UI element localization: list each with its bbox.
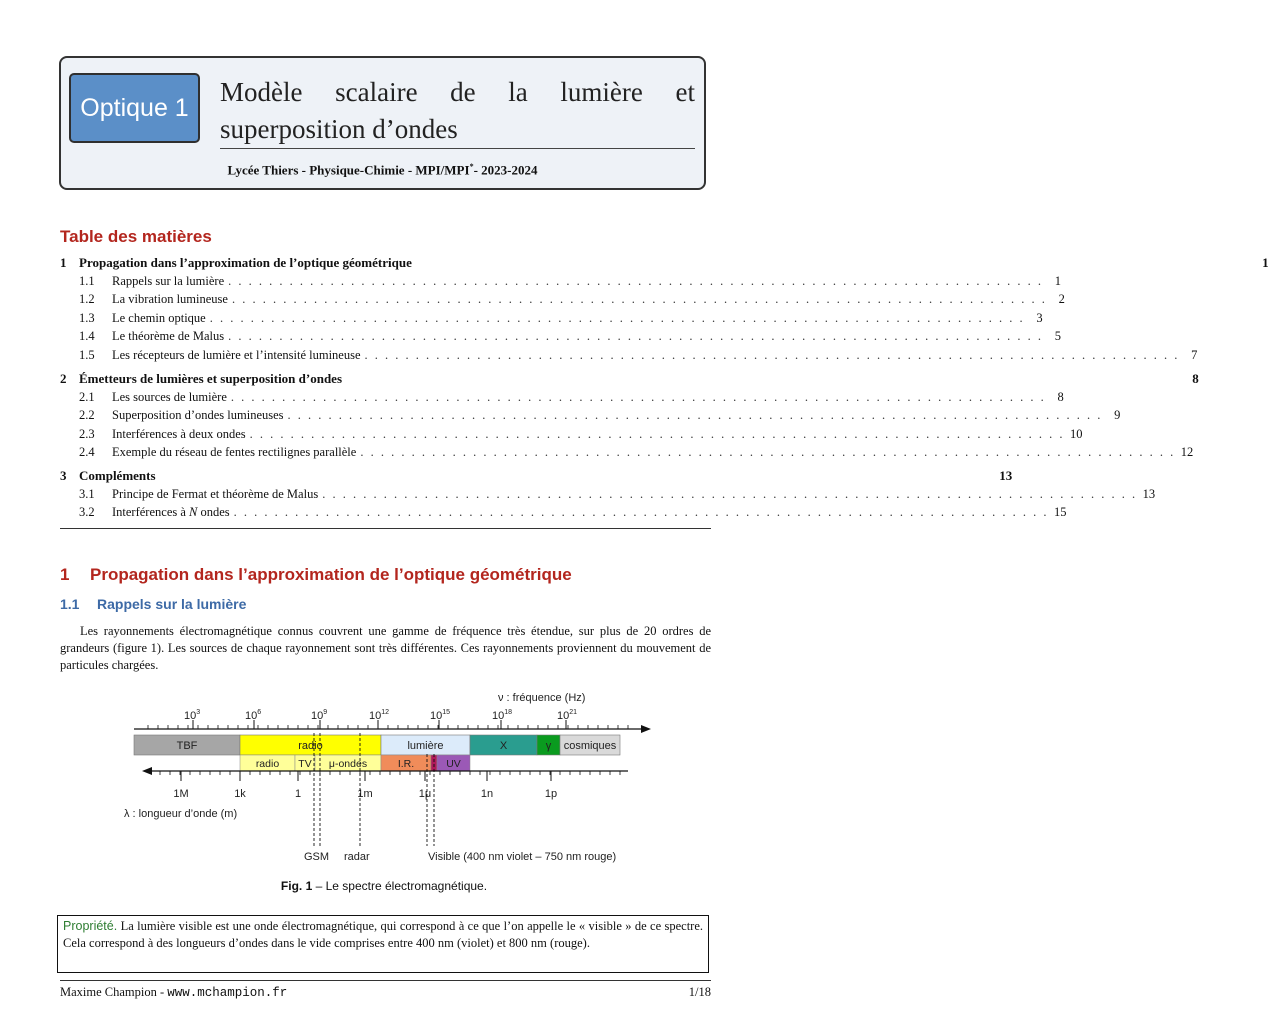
- toc-title: Table des matières: [60, 227, 212, 246]
- spectrum-band-label: γ: [545, 740, 552, 752]
- toc-entry-page: 2: [1058, 292, 1065, 306]
- spectrum-subband: [431, 755, 437, 771]
- toc-leader-dots: . . . . . . . . . . . . . . . . . . . . . . . . . . . . . . . . . . . . . . . . . . . . . . . . . . . . . . . . . . . . . . . . . . . . . . . . . . . . . . . .: [360, 445, 1176, 459]
- toc-subsection-entry[interactable]: [60, 348, 1198, 366]
- toc-entry-number: 2: [60, 371, 67, 386]
- property-box: [57, 915, 709, 973]
- page-number: 1/18: [688, 985, 711, 999]
- frequency-tick-label: $10^{12}$: [369, 709, 390, 722]
- footer-author: [60, 985, 287, 1000]
- spectrum-band-label: X: [499, 740, 508, 752]
- section-title: Propagation dans l’approximation de l’optique géométrique: [90, 565, 572, 584]
- toc-entry-number: 3.1: [79, 487, 95, 501]
- body-paragraph: Les rayonnements électromagnétique connus couvrent une gamme de fréquence très étendue, sur plus de 20 ordres de grandeurs (figure 1). Les sources de chaque rayonnement sont très différentes. Ces rayonnements proviennent du mouvement de particules chargées.: [60, 624, 711, 672]
- wavelength-tick-label: 1n: [480, 788, 494, 800]
- toc-subsection-entry[interactable]: [60, 292, 1065, 310]
- toc-subsection-entry[interactable]: [60, 274, 1061, 292]
- toc-entry-number: 1.2: [79, 292, 95, 306]
- toc-leader-dots: . . . . . . . . . . . . . . . . . . . . . . . . . . . . . . . . . . . . . . . . . . . . . . . . . . . . . . . . . . . . . . . . . . . . . . . . . . . . . . . .: [364, 348, 1180, 362]
- marker-label: GSM: [304, 851, 330, 863]
- title-word: et: [675, 77, 695, 107]
- spectrum-subband-label: UV: [446, 758, 461, 770]
- toc-entry-text: Rappels sur la lumière: [112, 274, 225, 288]
- toc-leader-dots: . . . . . . . . . . . . . . . . . . . . . . . . . . . . . . . . . . . . . . . . . . . . . . . . . . . . . . . . . . . . . . . . . . . . . . . . . . . . . . . .: [249, 427, 1065, 441]
- title-word: lumière: [560, 77, 643, 107]
- wavelength-tick-label: 1: [294, 788, 302, 800]
- toc-entry-page: 12: [1180, 445, 1194, 459]
- wavelength-tick-label: 1p: [544, 788, 558, 800]
- frequency-axis-label: ν : fréquence (Hz): [498, 692, 586, 704]
- frequency-tick-label: $10^{21}$: [557, 709, 578, 722]
- toc-entry-number: 1: [60, 255, 67, 270]
- toc-entry-text: La vibration lumineuse: [112, 292, 228, 306]
- toc-divider: [60, 528, 711, 529]
- wavelength-axis-label: λ : longueur d’onde (m): [124, 808, 238, 820]
- toc-leader-dots: . . . . . . . . . . . . . . . . . . . . . . . . . . . . . . . . . . . . . . . . . . . . . . . . . . . . . . . . . . . . . . . . . . . . . . . . . . . . . . . .: [209, 311, 1025, 325]
- toc-subsection-entry[interactable]: [60, 487, 1156, 505]
- subsection-number: 1.1: [60, 596, 80, 612]
- toc-leader-dots: . . . . . . . . . . . . . . . . . . . . . . . . . . . . . . . . . . . . . . . . . . . . . . . . . . . . . . . . . . . . . . . . . . . . . . . . . . . . . . . .: [228, 274, 1043, 288]
- wavelength-tick-label: 1M: [173, 788, 189, 800]
- property-label: Propriété.: [63, 919, 118, 933]
- spectrum-band-label: radio: [298, 740, 323, 752]
- frequency-arrow-icon: [641, 725, 651, 733]
- toc-entry-page: 10: [1070, 427, 1083, 441]
- wavelength-tick-label: 1μ: [418, 788, 432, 800]
- toc-subsection-entry[interactable]: [60, 329, 1061, 347]
- title-line-2: superposition d’ondes: [220, 114, 458, 144]
- spectrum-subband-label: I.R.: [397, 758, 415, 770]
- subsection-heading: [60, 596, 246, 612]
- wavelength-tick-label: 1m: [357, 788, 373, 800]
- spectrum-band-label: lumière: [407, 740, 444, 752]
- spectrum-figure: [120, 684, 660, 864]
- toc-subsection-entry[interactable]: [60, 445, 1194, 463]
- frequency-tick-label: $10^6$: [245, 709, 262, 722]
- author-name: Maxime Champion -: [60, 985, 168, 999]
- frequency-tick-label: $10^9$: [311, 709, 328, 722]
- toc-subsection-entry[interactable]: [60, 408, 1121, 426]
- toc-entry-number: 2.4: [79, 445, 95, 459]
- marker-label: radar: [344, 851, 370, 863]
- caption-text: – Le spectre électromagnétique.: [315, 879, 488, 893]
- toc-entry-page: 13: [1142, 487, 1156, 501]
- toc-entry-page: 5: [1054, 329, 1061, 343]
- toc-section-entry[interactable]: [60, 371, 1199, 389]
- title-word: la: [508, 77, 528, 107]
- toc-entry-text: Les sources de lumière: [112, 390, 227, 404]
- title-divider: [220, 148, 695, 149]
- toc-entry-page: 7: [1191, 348, 1198, 362]
- section-number: 1: [60, 565, 70, 584]
- toc-entry-text: Interférences à N ondes: [112, 505, 230, 519]
- spectrum-subband-label: TV: [298, 758, 312, 770]
- property-text: La lumière visible est une onde électromagnétique, qui correspond à ce que l’on appelle le « visible » de ce spectre. Cela correspond à des longueurs d’ondes dans le vide comprises entre 400 nm (violet) et 800 nm (rouge).: [63, 919, 704, 950]
- toc-entry-number: 1.4: [79, 329, 95, 343]
- toc-entry-text: Les récepteurs de lumière et l’intensité lumineuse: [112, 348, 361, 362]
- spectrum-diagram: [120, 684, 660, 864]
- toc-entry-page: 9: [1114, 408, 1121, 422]
- frequency-tick-label: $10^{18}$: [492, 709, 513, 722]
- toc-entry-text: Le théorème de Malus: [112, 329, 225, 343]
- toc-entry-page: 3: [1036, 311, 1043, 325]
- toc-leader-dots: . . . . . . . . . . . . . . . . . . . . . . . . . . . . . . . . . . . . . . . . . . . . . . . . . . . . . . . . . . . . . . . . . . . . . . . . . . . . . . . .: [228, 329, 1043, 343]
- toc-entry-page: 1: [1054, 274, 1061, 288]
- toc-entry-number: 3: [60, 468, 67, 483]
- wavelength-tick-label: 1k: [234, 788, 246, 800]
- marker-label: Visible (400 nm violet – 750 nm rouge): [428, 851, 617, 863]
- toc-section-entry[interactable]: [60, 255, 1269, 273]
- spectrum-subband-label: radio: [255, 758, 280, 770]
- toc-entry-number: 2.1: [79, 390, 95, 404]
- toc-entry-number: 1.3: [79, 311, 95, 325]
- title-word: Modèle: [220, 77, 303, 107]
- spectrum-subband-label: μ-ondes: [328, 758, 368, 770]
- title-line-1: [220, 74, 695, 111]
- toc-leader-dots: . . . . . . . . . . . . . . . . . . . . . . . . . . . . . . . . . . . . . . . . . . . . . . . . . . . . . . . . . . . . . . . . . . . . . . . . . . . . . . . .: [231, 292, 1047, 306]
- subtitle-year: - 2023-2024: [473, 162, 538, 178]
- toc-leader-dots: . . . . . . . . . . . . . . . . . . . . . . . . . . . . . . . . . . . . . . . . . . . . . . . . . . . . . . . . . . . . . . . . . . . . . . . . . . . . . . . .: [230, 390, 1046, 404]
- course-subtitle: [61, 162, 704, 178]
- toc-subsection-entry[interactable]: [60, 505, 1067, 523]
- toc-entry-text: Superposition d’ondes lumineuses: [112, 408, 284, 422]
- toc-entry-number: 3.2: [79, 505, 95, 519]
- toc-entry-text: Exemple du réseau de fentes rectilignes parallèle: [112, 445, 357, 459]
- toc-entry-text: Le chemin optique: [112, 311, 206, 325]
- toc-entry-text: Compléments: [79, 468, 156, 483]
- toc-subsection-entry[interactable]: [60, 390, 1064, 408]
- toc-entry-number: 2.3: [79, 427, 95, 441]
- toc-section-entry[interactable]: [60, 468, 1013, 486]
- spectrum-band-label: cosmiques: [563, 740, 617, 752]
- chapter-tag: Optique 1: [69, 73, 200, 143]
- footer-divider: [60, 980, 711, 981]
- toc-entry-text: Émetteurs de lumières et superposition d’ondes: [79, 371, 343, 386]
- toc-entry-page: 1: [1262, 255, 1269, 270]
- toc-subsection-entry[interactable]: [60, 427, 1083, 445]
- frequency-tick-label: $10^3$: [184, 709, 201, 722]
- subtitle-sup: *: [469, 162, 474, 171]
- toc-entry-page: 8: [1057, 390, 1064, 404]
- title-word: scalaire: [335, 77, 418, 107]
- title-word: de: [450, 77, 476, 107]
- toc-entry-text: Principe de Fermat et théorème de Malus: [112, 487, 319, 501]
- toc-entry-number: 1.1: [79, 274, 95, 288]
- subtitle-text: Lycée Thiers - Physique-Chimie - MPI/MPI: [227, 162, 470, 178]
- figure-caption: [0, 879, 768, 893]
- section-heading: [60, 565, 572, 585]
- page-footer: [60, 985, 711, 1000]
- caption-label: Fig. 1: [280, 879, 313, 893]
- spectrum-band-label: TBF: [176, 740, 198, 752]
- subsection-title: Rappels sur la lumière: [97, 596, 247, 612]
- toc-entry-number: 1.5: [79, 348, 95, 362]
- toc-leader-dots: . . . . . . . . . . . . . . . . . . . . . . . . . . . . . . . . . . . . . . . . . . . . . . . . . . . . . . . . . . . . . . . . . . . . . . . . . . . . . . . .: [233, 505, 1049, 519]
- toc-entry-page: 15: [1054, 505, 1067, 519]
- toc-subsection-entry[interactable]: [60, 311, 1043, 329]
- toc-entry-text: Interférences à deux ondes: [112, 427, 246, 441]
- toc-leader-dots: . . . . . . . . . . . . . . . . . . . . . . . . . . . . . . . . . . . . . . . . . . . . . . . . . . . . . . . . . . . . . . . . . . . . . . . . . . . . . . . .: [287, 408, 1103, 422]
- toc-entry-page: 8: [1192, 371, 1199, 386]
- frequency-tick-label: $10^{15}$: [430, 709, 451, 722]
- chapter-header: [59, 56, 706, 190]
- footer-link[interactable]: www.mchampion.fr: [167, 986, 288, 1000]
- toc-entry-number: 2.2: [79, 408, 95, 422]
- wavelength-arrow-icon: [142, 767, 152, 775]
- toc-entry-text: Propagation dans l’approximation de l’optique géométrique: [79, 255, 412, 270]
- toc-entry-page: 13: [999, 468, 1013, 483]
- toc-leader-dots: . . . . . . . . . . . . . . . . . . . . . . . . . . . . . . . . . . . . . . . . . . . . . . . . . . . . . . . . . . . . . . . . . . . . . . . . . . . . . . . .: [322, 487, 1138, 501]
- page-title: [220, 74, 695, 148]
